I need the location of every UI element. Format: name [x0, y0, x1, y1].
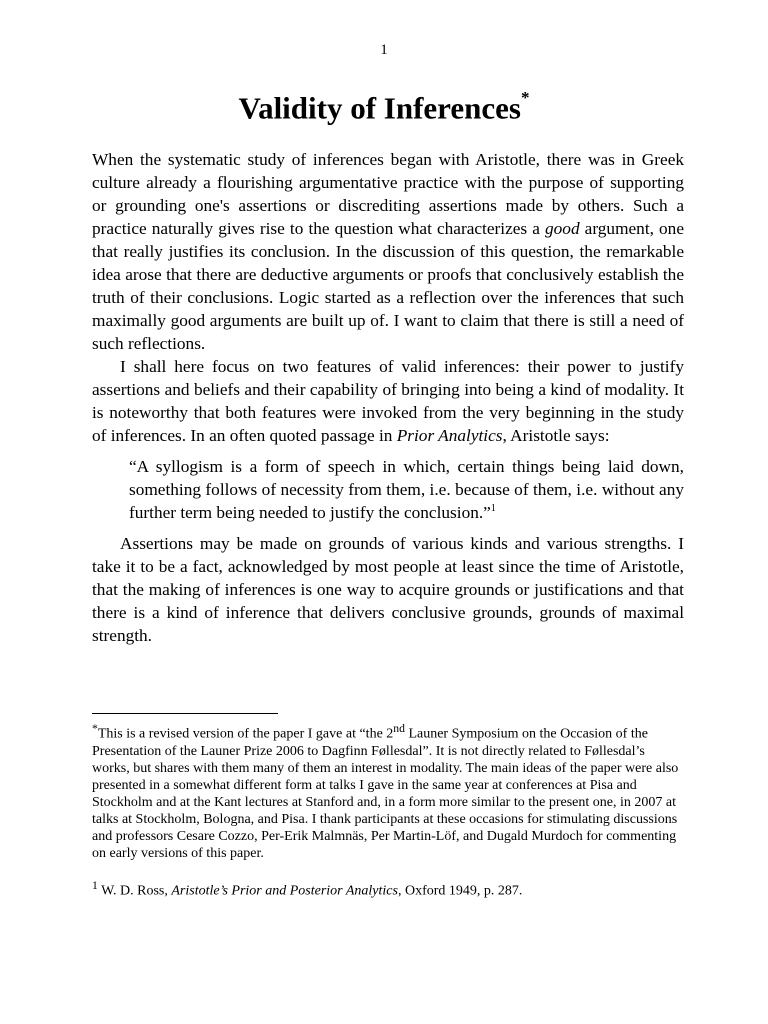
- footnote-divider: [92, 713, 278, 714]
- body-text: [92, 148, 684, 647]
- paragraph-1-text-a: When the systematic study of inferences began with Aristotle, there was in Greek culture already a flourishing argumentative practice with the purpose of supporting or grounding one's assertions or discrediting assertions made by others. Such a practice naturally gives rise to the question what characterizes a: [92, 150, 684, 238]
- footnote-1-mark: 1: [92, 878, 98, 892]
- footnote-1-emphasis: Aristotle’s Prior and Posterior Analytics: [171, 883, 398, 899]
- footnote-1-text-b: , Oxford 1949, p. 287.: [397, 883, 523, 899]
- quote-footnote-mark[interactable]: 1: [490, 503, 496, 515]
- footnote-star-text-a: This is a revised version of the paper I gave at “the 2: [97, 726, 394, 742]
- paragraph-2-emphasis: Prior Analytics: [396, 426, 503, 445]
- footnote-1-text-a: W. D. Ross,: [97, 883, 172, 899]
- footnote-star-text-b: Launer Symposium on the Occasion of the Presentation of the Launer Prize 2006 to Dagfinn Føllesdal”. It is not directly related to Føllesdal’s works, but shares with them many of them an interest in modality. The main ideas of the paper were also presented in a somewhat different form at talks I gave in the same year at conferences at Pisa and Stockholm and at the Kant lectures at Stanford and, in a form more similar to the present one, in 2007 at talks at Stockholm, Bologna, and Pisa. I thank participants at these occasions for stimulating discussions and professors Cesare Cozzo, Per-Erik Malmnäs, Per Martin-Löf, and Dugald Murdoch for commenting on early versions of this paper.: [92, 726, 679, 861]
- paragraph-2-text-a: I shall here focus on two features of valid inferences: their power to justify assertions and beliefs and their capability of bringing into being a kind of modality. It is noteworthy that both features were invoked from the very beginning in the study of inferences. In an often quoted passage in: [92, 357, 684, 445]
- paragraph-3: Assertions may be made on grounds of various kinds and various strengths. I take it to be a fact, acknowledged by most people at least since the time of Aristotle, that the making of inferences is one way to acquire grounds or justifications and that there is a kind of inference that delivers conclusive grounds, grounds of maximal strength.: [92, 534, 684, 645]
- paragraph-1-text-b: argument, one that really justifies its conclusion. In the discussion of this question, the remarkable idea arose that there are deductive arguments or proofs that conclusively establish the truth of their conclusions. Logic started as a reflection over the inferences that such maximally good arguments are built up of. I want to claim that there is still a need of such reflections.: [92, 219, 684, 353]
- page-number: 1: [380, 42, 388, 58]
- footnote-1: [92, 877, 684, 900]
- footnotes: [92, 720, 684, 899]
- paragraph-2: [92, 355, 684, 447]
- paragraph-1-emphasis: good: [545, 219, 580, 238]
- footnote-star-mark: *: [92, 722, 98, 735]
- paragraph-2-text-b: , Aristotle says:: [502, 426, 610, 445]
- title-text: Validity of Inferences: [238, 90, 521, 126]
- title-footnote-mark[interactable]: *: [520, 88, 530, 107]
- page-title: [0, 82, 768, 128]
- quote-text: “A syllogism is a form of speech in which, certain things being laid down, something follows of necessity from them, i.e. because of them, i.e. without any further term being needed to justify the conclusion.”: [129, 457, 684, 522]
- footnote-star-ordinal: nd: [393, 722, 405, 735]
- block-quote: [129, 455, 684, 524]
- paragraph-1: [92, 148, 684, 355]
- footnote-star: [92, 720, 684, 862]
